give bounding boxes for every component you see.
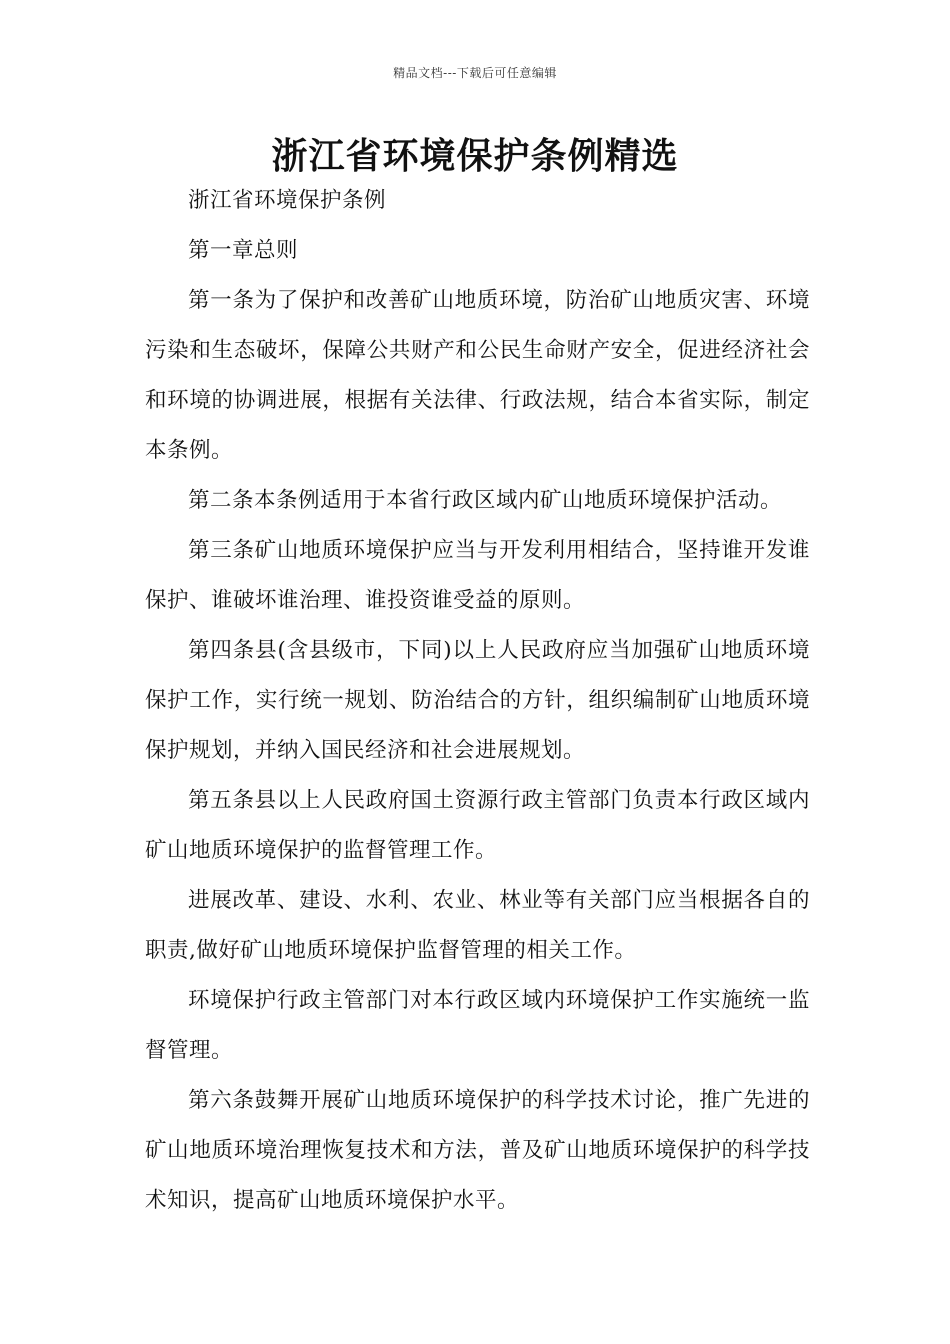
paragraph-article-2: 第二条本条例适用于本省行政区域内矿山地质环境保护活动。 [188,488,783,513]
document-body [145,176,810,1226]
paragraph-article-6: 第六条鼓舞开展矿山地质环境保护的科学技术讨论，推广先进的矿山地质环境治理恢复技术和方法，普及矿山地质环境保护的科学技术知识，提高矿山地质环境保护水平。 [145,1088,810,1213]
paragraph-article-3: 第三条矿山地质环境保护应当与开发利用相结合，坚持谁开发谁保护、谁破坏谁治理、谁投资谁受益的原则。 [145,538,810,613]
paragraph-chapter-heading: 第一章总则 [188,238,299,263]
page-header: 精品文档---下载后可任意编辑 [393,66,557,80]
paragraph-article-5: 第五条县以上人民政府国土资源行政主管部门负责本行政区域内矿山地质环境保护的监督管理工作。 [145,788,810,863]
paragraph-article-5-part-2: 进展改革、建设、水利、农业、林业等有关部门应当根据各自的职责,做好矿山地质环境保护监督管理的相关工作。 [145,888,810,963]
document-title: 浙江省环境保护条例精选 [271,136,679,177]
paragraph-article-5-part-3: 环境保护行政主管部门对本行政区域内环境保护工作实施统一监督管理。 [145,988,810,1063]
paragraph-article-4: 第四条县(含县级市，下同)以上人民政府应当加强矿山地质环境保护工作，实行统一规划、防治结合的方针，组织编制矿山地质环境保护规划，并纳入国民经济和社会进展规划。 [145,638,810,763]
paragraph-article-1: 第一条为了保护和改善矿山地质环境，防治矿山地质灾害、环境污染和生态破坏，保障公共财产和公民生命财产安全，促进经济社会和环境的协调进展，根据有关法律、行政法规，结合本省实际，制定本条例。 [145,288,810,463]
paragraph-regulation-name: 浙江省环境保护条例 [188,188,387,213]
